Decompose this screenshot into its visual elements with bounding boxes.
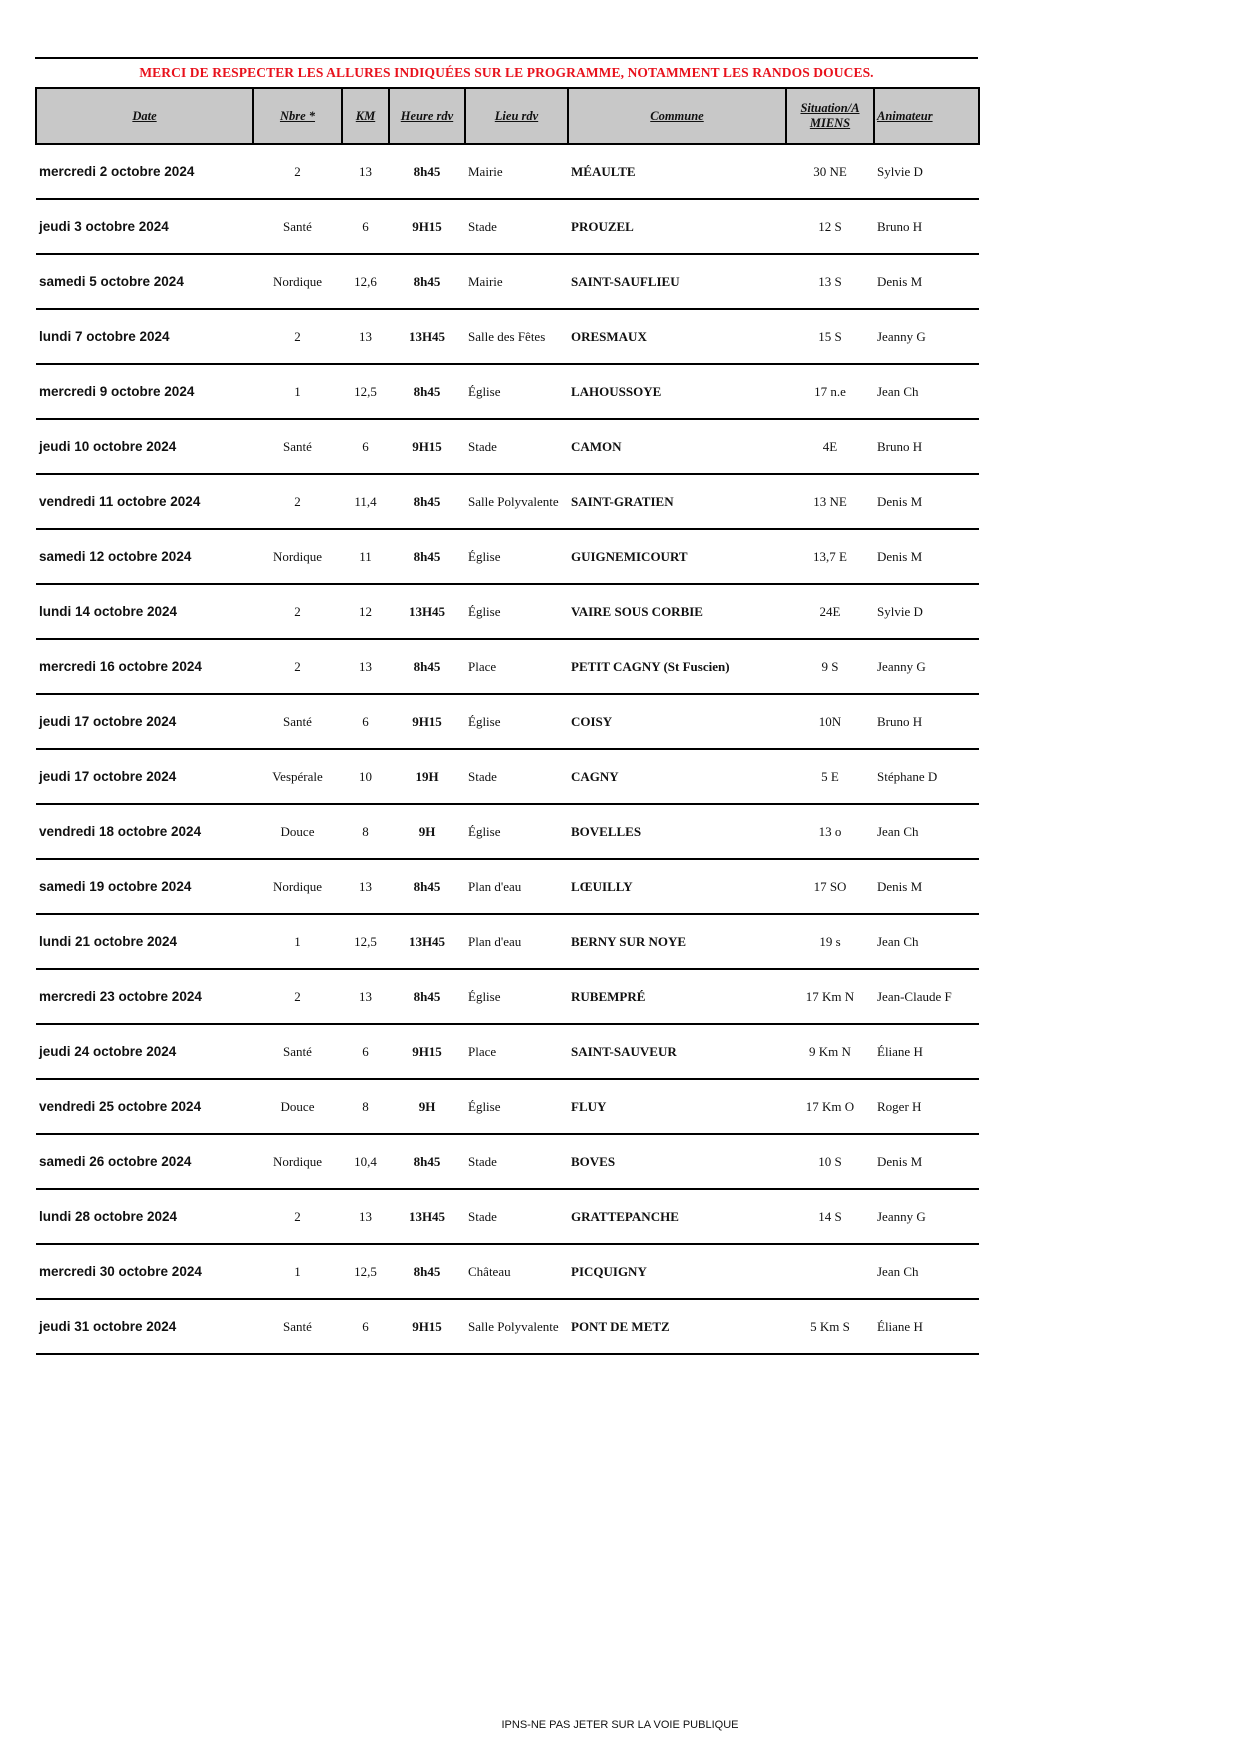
cell-heure: 19H xyxy=(389,749,465,804)
cell-animateur: Denis M xyxy=(874,529,979,584)
cell-situation: 5 E xyxy=(786,749,874,804)
table-row xyxy=(36,969,979,1024)
table-row xyxy=(36,859,979,914)
cell-lieu: Plan d'eau xyxy=(465,859,568,914)
cell-date: samedi 5 octobre 2024 xyxy=(36,254,253,309)
cell-date: samedi 26 octobre 2024 xyxy=(36,1134,253,1189)
cell-situation: 13 S xyxy=(786,254,874,309)
cell-heure: 8h45 xyxy=(389,474,465,529)
table-row xyxy=(36,749,979,804)
cell-date: mercredi 16 octobre 2024 xyxy=(36,639,253,694)
table-row xyxy=(36,364,979,419)
cell-animateur: Jean Ch xyxy=(874,364,979,419)
cell-lieu: Stade xyxy=(465,419,568,474)
cell-animateur: Éliane H xyxy=(874,1024,979,1079)
cell-situation: 17 Km O xyxy=(786,1079,874,1134)
cell-lieu: Stade xyxy=(465,1134,568,1189)
cell-lieu: Église xyxy=(465,529,568,584)
cell-commune: SAINT-SAUFLIEU xyxy=(568,254,786,309)
cell-animateur: Jeanny G xyxy=(874,1189,979,1244)
cell-date: lundi 7 octobre 2024 xyxy=(36,309,253,364)
footer-note xyxy=(0,1719,1240,1731)
cell-commune: CAGNY xyxy=(568,749,786,804)
cell-animateur: Sylvie D xyxy=(874,144,979,199)
cell-nbre: 2 xyxy=(253,309,342,364)
cell-heure: 9H15 xyxy=(389,1024,465,1079)
cell-commune: PONT DE METZ xyxy=(568,1299,786,1354)
cell-animateur: Jean Ch xyxy=(874,914,979,969)
cell-heure: 8h45 xyxy=(389,1134,465,1189)
table-row xyxy=(36,1079,979,1134)
cell-nbre: Vespérale xyxy=(253,749,342,804)
cell-situation: 4E xyxy=(786,419,874,474)
cell-animateur: Bruno H xyxy=(874,199,979,254)
cell-nbre: Nordique xyxy=(253,529,342,584)
cell-situation xyxy=(786,1244,874,1299)
header-commune: Commune xyxy=(568,88,786,144)
table-row xyxy=(36,309,979,364)
table-row xyxy=(36,639,979,694)
cell-heure: 8h45 xyxy=(389,364,465,419)
table-row xyxy=(36,804,979,859)
header-lieu: Lieu rdv xyxy=(465,88,568,144)
cell-km: 13 xyxy=(342,639,389,694)
cell-nbre: Santé xyxy=(253,199,342,254)
cell-heure: 9H xyxy=(389,804,465,859)
cell-lieu: Place xyxy=(465,639,568,694)
cell-km: 12,5 xyxy=(342,364,389,419)
header-nbre: Nbre * xyxy=(253,88,342,144)
cell-animateur: Bruno H xyxy=(874,694,979,749)
cell-situation: 13 NE xyxy=(786,474,874,529)
cell-heure: 13H45 xyxy=(389,914,465,969)
cell-heure: 8h45 xyxy=(389,969,465,1024)
cell-heure: 13H45 xyxy=(389,584,465,639)
cell-nbre: 1 xyxy=(253,914,342,969)
pace-notice: MERCI DE RESPECTER LES ALLURES INDIQUÉES SUR LE PROGRAMME, NOTAMMENT LES RANDOS DOUCES. xyxy=(35,57,978,87)
cell-heure: 8h45 xyxy=(389,639,465,694)
cell-lieu: Salle des Fêtes xyxy=(465,309,568,364)
cell-date: vendredi 11 octobre 2024 xyxy=(36,474,253,529)
cell-animateur: Jean Ch xyxy=(874,804,979,859)
cell-nbre: 2 xyxy=(253,584,342,639)
cell-date: mercredi 23 octobre 2024 xyxy=(36,969,253,1024)
cell-commune: PROUZEL xyxy=(568,199,786,254)
cell-lieu: Stade xyxy=(465,1189,568,1244)
cell-km: 11,4 xyxy=(342,474,389,529)
cell-heure: 8h45 xyxy=(389,254,465,309)
cell-nbre: 2 xyxy=(253,639,342,694)
header-animateur: Animateur xyxy=(874,88,979,144)
cell-commune: PICQUIGNY xyxy=(568,1244,786,1299)
cell-animateur: Jeanny G xyxy=(874,639,979,694)
cell-commune: MÉAULTE xyxy=(568,144,786,199)
cell-date: samedi 19 octobre 2024 xyxy=(36,859,253,914)
cell-commune: SAINT-SAUVEUR xyxy=(568,1024,786,1079)
table-row xyxy=(36,144,979,199)
cell-situation: 10N xyxy=(786,694,874,749)
cell-nbre: 2 xyxy=(253,144,342,199)
cell-heure: 9H15 xyxy=(389,199,465,254)
cell-km: 8 xyxy=(342,1079,389,1134)
cell-lieu: Château xyxy=(465,1244,568,1299)
cell-heure: 9H15 xyxy=(389,694,465,749)
cell-lieu: Place xyxy=(465,1024,568,1079)
cell-commune: COISY xyxy=(568,694,786,749)
cell-situation: 17 n.e xyxy=(786,364,874,419)
table-header-row xyxy=(36,88,979,144)
cell-date: lundi 21 octobre 2024 xyxy=(36,914,253,969)
cell-heure: 8h45 xyxy=(389,144,465,199)
cell-km: 13 xyxy=(342,1189,389,1244)
cell-commune: SAINT-GRATIEN xyxy=(568,474,786,529)
cell-heure: 13H45 xyxy=(389,309,465,364)
cell-nbre: Nordique xyxy=(253,1134,342,1189)
schedule-sheet xyxy=(35,57,978,1355)
cell-nbre: Santé xyxy=(253,694,342,749)
cell-km: 12,5 xyxy=(342,914,389,969)
cell-commune: BOVES xyxy=(568,1134,786,1189)
table-row xyxy=(36,1189,979,1244)
footer-text: IPNS-NE PAS JETER SUR LA VOIE PUBLIQUE xyxy=(501,1719,739,1731)
cell-date: mercredi 9 octobre 2024 xyxy=(36,364,253,419)
cell-date: jeudi 24 octobre 2024 xyxy=(36,1024,253,1079)
cell-km: 6 xyxy=(342,419,389,474)
cell-km: 13 xyxy=(342,309,389,364)
cell-date: jeudi 3 octobre 2024 xyxy=(36,199,253,254)
cell-km: 6 xyxy=(342,1024,389,1079)
cell-heure: 9H15 xyxy=(389,419,465,474)
cell-lieu: Église xyxy=(465,584,568,639)
table-row xyxy=(36,1024,979,1079)
cell-situation: 9 Km N xyxy=(786,1024,874,1079)
cell-commune: BERNY SUR NOYE xyxy=(568,914,786,969)
cell-date: jeudi 31 octobre 2024 xyxy=(36,1299,253,1354)
cell-heure: 9H15 xyxy=(389,1299,465,1354)
header-heure: Heure rdv xyxy=(389,88,465,144)
cell-commune: VAIRE SOUS CORBIE xyxy=(568,584,786,639)
cell-situation: 19 s xyxy=(786,914,874,969)
cell-km: 13 xyxy=(342,144,389,199)
cell-nbre: 2 xyxy=(253,474,342,529)
cell-animateur: Denis M xyxy=(874,1134,979,1189)
cell-nbre: Nordique xyxy=(253,254,342,309)
table-row xyxy=(36,1299,979,1354)
cell-lieu: Église xyxy=(465,804,568,859)
cell-animateur: Jean-Claude F xyxy=(874,969,979,1024)
cell-date: lundi 28 octobre 2024 xyxy=(36,1189,253,1244)
cell-commune: PETIT CAGNY (St Fuscien) xyxy=(568,639,786,694)
cell-lieu: Église xyxy=(465,364,568,419)
cell-animateur: Jean Ch xyxy=(874,1244,979,1299)
cell-date: vendredi 25 octobre 2024 xyxy=(36,1079,253,1134)
table-row xyxy=(36,914,979,969)
cell-date: lundi 14 octobre 2024 xyxy=(36,584,253,639)
cell-situation: 9 S xyxy=(786,639,874,694)
cell-animateur: Denis M xyxy=(874,474,979,529)
cell-nbre: Douce xyxy=(253,804,342,859)
cell-commune: BOVELLES xyxy=(568,804,786,859)
cell-km: 12,6 xyxy=(342,254,389,309)
cell-km: 11 xyxy=(342,529,389,584)
cell-date: samedi 12 octobre 2024 xyxy=(36,529,253,584)
cell-lieu: Plan d'eau xyxy=(465,914,568,969)
cell-km: 10 xyxy=(342,749,389,804)
cell-nbre: 1 xyxy=(253,364,342,419)
cell-km: 6 xyxy=(342,199,389,254)
table-row xyxy=(36,199,979,254)
table-row xyxy=(36,1244,979,1299)
cell-lieu: Stade xyxy=(465,199,568,254)
table-row xyxy=(36,1134,979,1189)
cell-animateur: Jeanny G xyxy=(874,309,979,364)
cell-animateur: Bruno H xyxy=(874,419,979,474)
cell-nbre: 1 xyxy=(253,1244,342,1299)
cell-date: jeudi 17 octobre 2024 xyxy=(36,749,253,804)
header-km: KM xyxy=(342,88,389,144)
cell-lieu: Église xyxy=(465,694,568,749)
cell-animateur: Stéphane D xyxy=(874,749,979,804)
cell-situation: 17 Km N xyxy=(786,969,874,1024)
cell-km: 10,4 xyxy=(342,1134,389,1189)
cell-heure: 9H xyxy=(389,1079,465,1134)
cell-lieu: Mairie xyxy=(465,254,568,309)
cell-commune: FLUY xyxy=(568,1079,786,1134)
cell-commune: GRATTEPANCHE xyxy=(568,1189,786,1244)
header-date: Date xyxy=(36,88,253,144)
cell-heure: 8h45 xyxy=(389,1244,465,1299)
cell-heure: 8h45 xyxy=(389,859,465,914)
cell-lieu: Église xyxy=(465,969,568,1024)
cell-animateur: Denis M xyxy=(874,254,979,309)
cell-km: 6 xyxy=(342,1299,389,1354)
cell-situation: 24E xyxy=(786,584,874,639)
cell-animateur: Roger H xyxy=(874,1079,979,1134)
header-situation: Situation/A MIENS xyxy=(786,88,874,144)
cell-animateur: Sylvie D xyxy=(874,584,979,639)
table-row xyxy=(36,529,979,584)
cell-nbre: 2 xyxy=(253,1189,342,1244)
cell-commune: GUIGNEMICOURT xyxy=(568,529,786,584)
cell-animateur: Éliane H xyxy=(874,1299,979,1354)
table-row xyxy=(36,694,979,749)
cell-lieu: Église xyxy=(465,1079,568,1134)
cell-date: jeudi 17 octobre 2024 xyxy=(36,694,253,749)
cell-date: mercredi 30 octobre 2024 xyxy=(36,1244,253,1299)
cell-nbre: 2 xyxy=(253,969,342,1024)
table-row xyxy=(36,474,979,529)
cell-situation: 13 o xyxy=(786,804,874,859)
cell-nbre: Santé xyxy=(253,419,342,474)
cell-commune: LŒUILLY xyxy=(568,859,786,914)
cell-nbre: Douce xyxy=(253,1079,342,1134)
cell-situation: 30 NE xyxy=(786,144,874,199)
table-row xyxy=(36,584,979,639)
cell-situation: 10 S xyxy=(786,1134,874,1189)
cell-lieu: Salle Polyvalente xyxy=(465,1299,568,1354)
cell-km: 6 xyxy=(342,694,389,749)
cell-date: vendredi 18 octobre 2024 xyxy=(36,804,253,859)
cell-commune: CAMON xyxy=(568,419,786,474)
cell-heure: 13H45 xyxy=(389,1189,465,1244)
table-row xyxy=(36,419,979,474)
cell-commune: LAHOUSSOYE xyxy=(568,364,786,419)
cell-km: 12,5 xyxy=(342,1244,389,1299)
cell-commune: ORESMAUX xyxy=(568,309,786,364)
cell-km: 8 xyxy=(342,804,389,859)
cell-animateur: Denis M xyxy=(874,859,979,914)
cell-km: 12 xyxy=(342,584,389,639)
table-row xyxy=(36,254,979,309)
cell-situation: 13,7 E xyxy=(786,529,874,584)
cell-heure: 8h45 xyxy=(389,529,465,584)
cell-date: jeudi 10 octobre 2024 xyxy=(36,419,253,474)
cell-km: 13 xyxy=(342,969,389,1024)
cell-lieu: Mairie xyxy=(465,144,568,199)
cell-commune: RUBEMPRÉ xyxy=(568,969,786,1024)
cell-nbre: Nordique xyxy=(253,859,342,914)
cell-situation: 17 SO xyxy=(786,859,874,914)
cell-nbre: Santé xyxy=(253,1024,342,1079)
cell-situation: 14 S xyxy=(786,1189,874,1244)
cell-situation: 15 S xyxy=(786,309,874,364)
cell-lieu: Stade xyxy=(465,749,568,804)
cell-nbre: Santé xyxy=(253,1299,342,1354)
cell-situation: 12 S xyxy=(786,199,874,254)
cell-km: 13 xyxy=(342,859,389,914)
hike-schedule-table xyxy=(35,87,980,1355)
cell-date: mercredi 2 octobre 2024 xyxy=(36,144,253,199)
cell-lieu: Salle Polyvalente xyxy=(465,474,568,529)
cell-situation: 5 Km S xyxy=(786,1299,874,1354)
